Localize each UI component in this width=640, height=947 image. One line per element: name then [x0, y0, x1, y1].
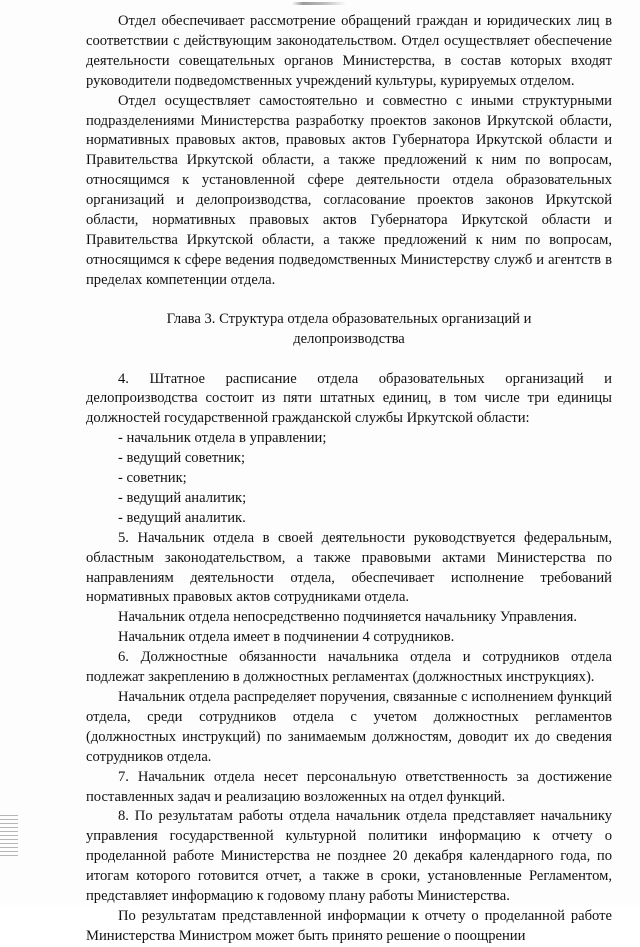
paragraph: Начальник отдела распределяет поручения, связанные с исполнением функций отдела, среди сотрудников отдела с учетом должностных регламентов (должностных инструкций) по занимаемым должностям, доводит их до сведения сотрудников отдела. — [86, 689, 612, 765]
paragraph-section-7: 7. Начальник отдела несет персональную ответственность за достижение поставленных задач и реализацию возложенных на отдел функций. — [86, 768, 612, 805]
chapter-heading — [86, 310, 612, 350]
chapter-heading-line: Глава 3. Структура отдела образовательных организаций и — [166, 310, 532, 327]
paragraph: Начальник отдела имеет в подчинении 4 сотрудников. — [118, 629, 455, 646]
list-item: - начальник отдела в управлении; — [118, 430, 327, 447]
scan-artifact — [292, 2, 346, 5]
list-item: - ведущий аналитик. — [118, 509, 246, 526]
list-item: - ведущий советник; — [118, 450, 246, 467]
document-body — [86, 12, 612, 947]
paragraph-section-8: 8. По результатам работы отдела начальник отдела представляет начальнику управления государственной культурной политики информацию к отчету о проделанной работе Министерства не позднее 20 декабря календарного года, по итогам которого готовится отчет, а также в сроки, установленные Регламентом, представляет информацию к годовому плану работы Министерства. — [86, 808, 612, 905]
list-item: - ведущий аналитик; — [118, 489, 247, 506]
paragraph-section-6: 6. Должностные обязанности начальника отдела и сотрудников отдела подлежат закреплению в должностных регламентах (должностных инструкциях). — [86, 649, 612, 686]
paragraph: Отдел осуществляет самостоятельно и совместно с иными структурными подразделениями Министерства разработку проектов законов Иркутской области, нормативных правовых актов, правовых актов Губернатора Иркутской области и Правительства Иркутской области, а также предложений к ним по вопросам, относящимся к установленной сфере деятельности отдела образовательных организаций и делопроизводства, согласование проектов законов Иркутской области, нормативных правовых актов Губернатора Иркутской области и Правительства Иркутской области, а также предложений к ним по вопросам, относящимся к сфере ведения подведомственных Министерству служб и агентств в пределах компетенции отдела. — [86, 92, 612, 288]
paragraph: Начальник отдела непосредственно подчиняется начальнику Управления. — [118, 609, 577, 626]
paragraph-section-4: 4. Штатное расписание отдела образовательных организаций и делопроизводства состоит из пяти штатных единиц, в том числе три единицы должностей государственной гражданской службы Иркутской области: — [86, 370, 612, 427]
chapter-heading-line: делопроизводства — [293, 330, 405, 347]
margin-scan-noise — [0, 815, 18, 859]
list-item: - советник; — [118, 470, 187, 487]
paragraph: По результатам представленной информации к отчету о проделанной работе Министерства Министром может быть принято решение о поощрении — [86, 907, 612, 944]
paragraph: Отдел обеспечивает рассмотрение обращений граждан и юридических лиц в соответствии с действующим законодательством. Отдел осуществляет обеспечение деятельности совещательных органов Министерства, в состав которых входят руководители подведомственных учреждений культуры, курируемых отделом. — [86, 13, 612, 89]
paragraph-section-5: 5. Начальник отдела в своей деятельности руководствуется федеральным, областным законодательством, а также правовыми актами Министерства по направлениям деятельности отдела, обеспечивает исполнение требований нормативных правовых актов сотрудниками отдела. — [86, 529, 612, 606]
